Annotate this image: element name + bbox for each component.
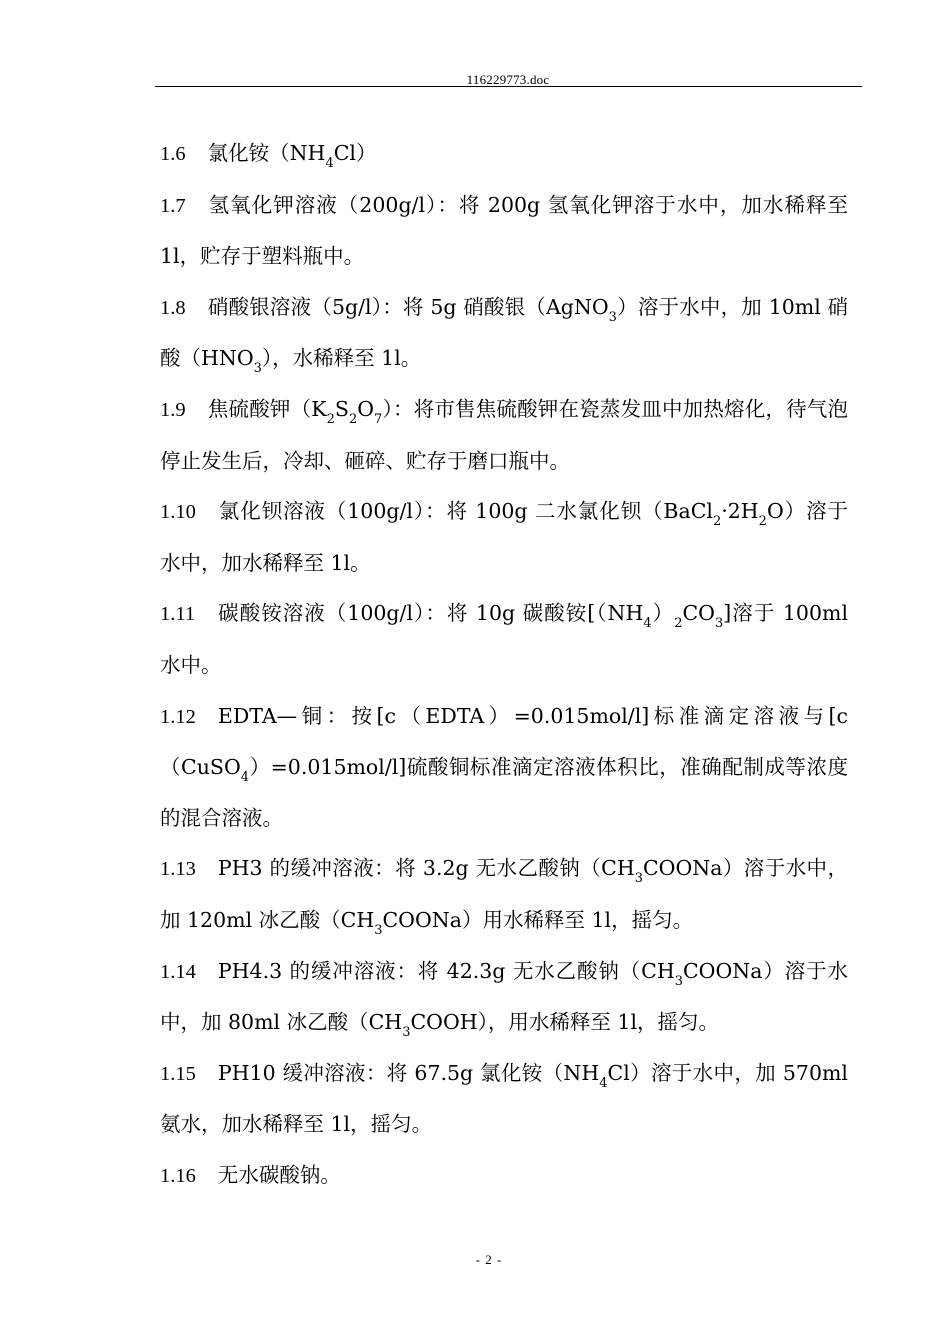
paragraph-text: COONa）用水稀释至 1l，摇匀。: [382, 907, 694, 932]
paragraph-1-7: [160, 180, 848, 282]
paragraph-text: ·2H: [721, 499, 759, 524]
paragraph-text: Cl）溶于水中，加 570ml 氨水，加水稀释至 1l，摇匀。: [160, 1060, 848, 1137]
paragraph-text: COONa）溶于水中，加 120ml 冰乙酸（CH: [160, 856, 848, 932]
paragraph-text: PH3 的缓冲溶液：将 3.2g 无水乙酸钠（CH: [217, 856, 635, 881]
paragraph-text: 焦硫酸钾（K: [207, 396, 327, 421]
paragraph-1-12: [160, 691, 848, 844]
paragraph-text: ）=0.015mol/l]硫酸铜标准滴定溶液体积比，准确配制成等浓度的混合溶液。: [160, 755, 848, 830]
paragraph-number: 1.12: [160, 705, 196, 728]
paragraph-1-6: [160, 128, 848, 180]
paragraph-text: ]溶于 100ml 水中。: [160, 601, 849, 677]
paragraph-number: 1.11: [160, 603, 196, 626]
paragraph-number: 1.13: [160, 858, 196, 881]
subscript: 4: [240, 770, 250, 786]
paragraph-1-14: [160, 946, 848, 1048]
paragraph-text: PH4.3 的缓冲溶液：将 42.3g 无水乙酸钠（CH: [217, 958, 675, 983]
paragraph-text: COONa）溶于水中，加 80ml 冰乙酸（CH: [160, 958, 848, 1035]
paragraph-text: 无水碳酸钠。: [217, 1162, 341, 1187]
paragraph-text: S: [334, 396, 349, 421]
paragraph-text: 氢氧化钾溶液（200g/l）：将 200g 氢氧化钾溶于水中，加水稀释至 1l，贮存于塑料瓶中。: [160, 192, 848, 269]
subscript: 2: [326, 411, 335, 427]
subscript: 2: [674, 616, 683, 632]
paragraph-text: 硝酸银溶液（5g/l）：将 5g 硝酸银（AgNO: [207, 294, 609, 319]
paragraph-text: 碳酸铵溶液（100g/l）：将 10g 碳酸铵[（NH: [217, 601, 644, 626]
subscript: 3: [374, 922, 383, 938]
paragraph-number: 1.7: [160, 194, 186, 217]
document-body: [160, 128, 848, 1201]
paragraph-number: 1.15: [160, 1062, 196, 1085]
paragraph-number: 1.14: [160, 960, 196, 983]
subscript: 2: [758, 514, 767, 530]
paragraph-1-11: [160, 588, 848, 690]
paragraph-number: 1.6: [160, 143, 186, 165]
paragraph-1-8: [160, 282, 848, 384]
paragraph-text: ）：将市售焦硫酸钾在瓷蒸发皿中加热熔化，待气泡停止发生后，冷却、砸碎、贮存于磨口瓶中。: [160, 396, 848, 473]
paragraph-number: 1.8: [160, 296, 186, 319]
paragraph-text: 氯化铵（NH: [207, 141, 326, 165]
paragraph-1-16: [160, 1150, 848, 1202]
paragraph-text: CO: [682, 601, 715, 626]
paragraph-text: ），水稀释至 1l。: [261, 346, 422, 371]
document-filename: 116229773.doc: [466, 72, 550, 87]
subscript: 2: [348, 411, 358, 427]
subscript: 3: [253, 361, 262, 377]
paragraph-number: 1.10: [160, 501, 196, 524]
paragraph-text: ）溶于水中，加 10ml 硝酸（HNO: [160, 294, 848, 371]
paragraph-number: 1.16: [160, 1164, 196, 1187]
paragraph-text: PH10 缓冲溶液：将 67.5g 氯化铵（NH: [217, 1060, 600, 1085]
paragraph-text: ）: [651, 601, 675, 626]
paragraph-1-15: [160, 1048, 848, 1150]
subscript: 3: [402, 1025, 411, 1041]
subscript: 4: [643, 616, 652, 632]
header-divider: [155, 86, 862, 87]
page-number: - 2 -: [475, 1252, 503, 1267]
paragraph-1-10: [160, 486, 848, 588]
subscript: 4: [325, 156, 334, 171]
subscript: 4: [599, 1075, 608, 1091]
paragraph-text: O）溶于水中，加水稀释至 1l。: [160, 499, 848, 575]
paragraph-text: COOH），用水稀释至 1l，摇匀。: [410, 1010, 720, 1035]
subscript: 3: [674, 973, 683, 989]
subscript: 3: [608, 309, 617, 325]
paragraph-1-9: [160, 384, 848, 486]
paragraph-1-13: [160, 843, 848, 945]
subscript: 3: [714, 616, 724, 632]
paragraph-text: O: [357, 396, 375, 421]
paragraph-text: 氯化钡溶液（100g/l）：将 100g 二水氯化钡（BaCl: [217, 499, 713, 524]
paragraph-text: Cl）: [333, 141, 377, 165]
paragraph-text: EDTA—铜：按[c（EDTA）=0.015mol/l]标准滴定溶液与[c（CuSO: [160, 703, 848, 780]
paragraph-number: 1.9: [160, 398, 186, 421]
subscript: 7: [374, 411, 383, 427]
subscript: 3: [634, 871, 643, 887]
subscript: 2: [712, 514, 722, 530]
